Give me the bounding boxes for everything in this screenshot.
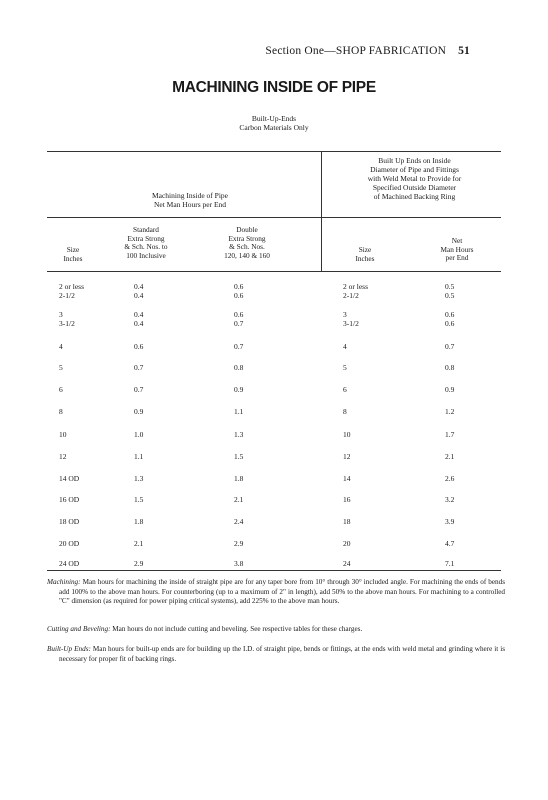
cell-standard: 0.7 xyxy=(134,363,144,372)
cell-man-hours: 3.2 xyxy=(445,495,455,504)
note-text: Man hours for machining the inside of straight pipe are for any taper bore from 10° through 30° included angle. For machining the ends of bends add 100% to the above man hours. For counterboring (up to a maximum of 2" in length), add 50% to the above man hours. For machining to a controlled "C" dimension (as required for power piping critical systems), add 225% to the above man hours. xyxy=(59,578,506,606)
col-man-hours-header xyxy=(422,237,492,263)
cell-size-right: 2 or less xyxy=(343,282,368,291)
cell-standard: 1.8 xyxy=(134,517,144,526)
group-divider-rule xyxy=(321,151,322,271)
cell-double: 0.6 xyxy=(234,282,244,291)
cell-man-hours: 0.8 xyxy=(445,363,455,372)
cell-standard: 0.4 xyxy=(134,310,144,319)
left-group-title-line: Machining Inside of Pipe xyxy=(151,191,229,200)
note-text: Man hours do not include cutting and beveling. See respective tables for these charges. xyxy=(112,625,363,633)
cell-size: 8 xyxy=(59,407,63,416)
col-header-line: Extra Strong xyxy=(228,233,266,243)
cell-man-hours: 4.7 xyxy=(445,539,455,548)
cell-double: 0.7 xyxy=(234,342,244,351)
cell-size-right: 5 xyxy=(343,363,347,372)
cell-size-right: 6 xyxy=(343,385,347,394)
cell-size: 2-1/2 xyxy=(59,291,75,300)
cell-standard: 0.4 xyxy=(134,291,144,300)
cell-size-right: 10 xyxy=(343,430,351,439)
table-bottom-rule xyxy=(47,570,501,571)
cell-standard: 1.3 xyxy=(134,474,144,483)
col-size-right-header xyxy=(340,246,390,263)
cell-size: 3-1/2 xyxy=(59,319,75,328)
col-header-line: Man Hours xyxy=(440,244,474,254)
cell-standard: 0.4 xyxy=(134,282,144,291)
col-header-line: Extra Strong xyxy=(127,233,165,243)
cell-man-hours: 3.9 xyxy=(445,517,455,526)
note-machining xyxy=(47,578,505,607)
cell-man-hours: 0.5 xyxy=(445,282,455,291)
left-group-title-line: Net Man Hours per End xyxy=(153,200,227,209)
cell-double: 1.8 xyxy=(234,474,244,483)
subtitle xyxy=(0,114,548,132)
cell-double: 0.6 xyxy=(234,310,244,319)
cell-standard: 0.9 xyxy=(134,407,144,416)
cell-man-hours: 0.9 xyxy=(445,385,455,394)
header-bottom-rule xyxy=(47,271,501,272)
cell-man-hours: 2.6 xyxy=(445,474,455,483)
cell-man-hours: 0.6 xyxy=(445,319,455,328)
cell-size: 24 OD xyxy=(59,559,80,568)
cell-standard: 1.5 xyxy=(134,495,144,504)
cell-size-right: 3-1/2 xyxy=(343,319,359,328)
col-double-header xyxy=(207,226,287,261)
cell-size: 20 OD xyxy=(59,539,80,548)
cell-double: 1.5 xyxy=(234,452,244,461)
cell-man-hours: 0.6 xyxy=(445,310,455,319)
cell-size-right: 2-1/2 xyxy=(343,291,359,300)
cell-double: 1.3 xyxy=(234,430,244,439)
col-header-line: Inches xyxy=(355,253,375,263)
cell-standard: 1.1 xyxy=(134,452,144,461)
cell-double: 0.7 xyxy=(234,319,244,328)
right-group-title xyxy=(327,156,502,201)
subtitle-line: Built-Up-Ends xyxy=(251,114,297,123)
cell-size: 16 OD xyxy=(59,495,80,504)
note-cutting xyxy=(47,625,505,635)
col-size-header xyxy=(48,246,98,263)
cell-standard: 0.6 xyxy=(134,342,144,351)
cell-standard: 0.4 xyxy=(134,319,144,328)
cell-size-right: 14 xyxy=(343,474,351,483)
note-text: Man hours for built-up ends are for building up the I.D. of straight pipe, bends or fittings, at the ends with weld metal and grinding where it is necessary for proper fit of backing rings. xyxy=(59,645,506,663)
left-group-title xyxy=(100,191,280,209)
cell-size: 5 xyxy=(59,363,63,372)
cell-size-right: 12 xyxy=(343,452,351,461)
subtitle-line: Carbon Materials Only xyxy=(239,123,309,132)
cell-size: 18 OD xyxy=(59,517,80,526)
cell-size-right: 3 xyxy=(343,310,347,319)
right-group-rule xyxy=(327,217,501,218)
page-title: MACHINING INSIDE OF PIPE xyxy=(172,79,376,96)
right-group-title-line: with Weld Metal to Provide for xyxy=(367,174,462,183)
cell-double: 2.4 xyxy=(234,517,244,526)
running-header xyxy=(265,45,470,57)
cell-size: 6 xyxy=(59,385,63,394)
col-header-line: Net xyxy=(451,236,463,245)
cell-standard: 2.1 xyxy=(134,539,144,548)
right-group-title-line: of Machined Backing Ring xyxy=(373,192,456,201)
note-built-up-ends xyxy=(47,645,505,664)
section-title: Section One—SHOP FABRICATION xyxy=(265,45,447,57)
right-group-title-line: Diameter of Pipe and Fittings xyxy=(370,165,459,174)
cell-size-right: 4 xyxy=(343,342,347,351)
cell-size-right: 16 xyxy=(343,495,351,504)
cell-double: 3.8 xyxy=(234,559,244,568)
col-header-line: 100 Inclusive xyxy=(126,251,166,261)
col-header-line: Double xyxy=(236,225,258,234)
cell-size-right: 24 xyxy=(343,559,351,568)
note-lead: Cutting and Beveling: xyxy=(47,625,111,633)
cell-double: 2.9 xyxy=(234,539,244,548)
col-header-line: & Sch. Nos. xyxy=(229,242,265,252)
cell-double: 2.1 xyxy=(234,495,244,504)
right-group-title-line: Specified Outside Diameter xyxy=(372,183,457,192)
cell-double: 0.6 xyxy=(234,291,244,300)
page-number: 51 xyxy=(458,45,470,57)
cell-size: 10 xyxy=(59,430,67,439)
cell-man-hours: 1.2 xyxy=(445,407,455,416)
cell-double: 1.1 xyxy=(234,407,244,416)
col-standard-header xyxy=(106,226,186,261)
col-header-line: 120, 140 & 160 xyxy=(224,251,270,261)
cell-size: 2 or less xyxy=(59,282,84,291)
cell-man-hours: 2.1 xyxy=(445,452,455,461)
table-top-rule xyxy=(47,151,501,152)
cell-standard: 2.9 xyxy=(134,559,144,568)
note-lead: Built-Up Ends: xyxy=(47,645,91,653)
cell-size: 4 xyxy=(59,342,63,351)
cell-size: 3 xyxy=(59,310,63,319)
col-header-line: & Sch. Nos. to xyxy=(124,242,168,252)
col-header-line: Size xyxy=(66,245,80,254)
cell-man-hours: 0.5 xyxy=(445,291,455,300)
cell-man-hours: 7.1 xyxy=(445,559,455,568)
col-header-line: per End xyxy=(445,253,469,263)
cell-man-hours: 1.7 xyxy=(445,430,455,439)
cell-size: 14 OD xyxy=(59,474,80,483)
cell-size: 12 xyxy=(59,452,67,461)
col-header-line: Size xyxy=(358,245,372,254)
cell-size-right: 18 xyxy=(343,517,351,526)
cell-standard: 1.0 xyxy=(134,430,144,439)
cell-double: 0.9 xyxy=(234,385,244,394)
col-header-line: Standard xyxy=(133,225,159,234)
col-header-line: Inches xyxy=(63,253,83,263)
left-group-rule xyxy=(47,217,327,218)
cell-double: 0.8 xyxy=(234,363,244,372)
cell-size-right: 8 xyxy=(343,407,347,416)
note-lead: Machining: xyxy=(47,578,81,586)
cell-man-hours: 0.7 xyxy=(445,342,455,351)
cell-size-right: 20 xyxy=(343,539,351,548)
cell-standard: 0.7 xyxy=(134,385,144,394)
right-group-title-line: Built Up Ends on Inside xyxy=(378,156,451,165)
